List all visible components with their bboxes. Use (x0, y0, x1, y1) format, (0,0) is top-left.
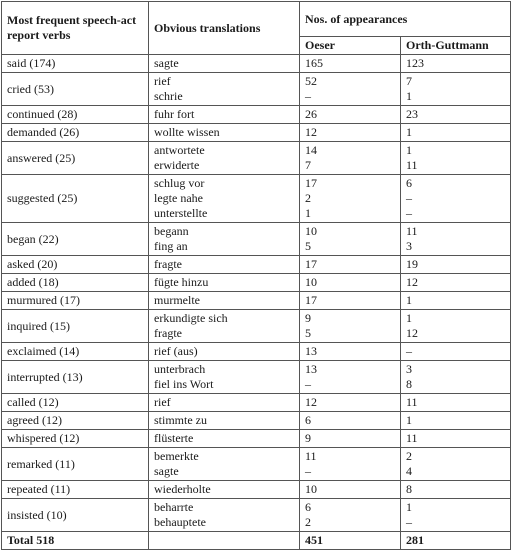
table-row (2, 124, 511, 142)
verb-cell: called (12) (2, 394, 149, 412)
oeser-cell (300, 292, 401, 310)
orth-cell (401, 175, 511, 223)
orth-cell (401, 256, 511, 274)
verb-cell: asked (20) (2, 256, 149, 274)
orth-count: 1 (406, 125, 412, 139)
header-row (2, 2, 511, 37)
oeser-cell (300, 430, 401, 448)
translation-line: antwortete (154, 143, 205, 157)
total-oeser: 451 (300, 532, 401, 550)
oeser-count: 13 (305, 362, 317, 376)
translation-cell (149, 175, 300, 223)
translation-cell (149, 361, 300, 394)
orth-cell (401, 394, 511, 412)
oeser-cell (300, 55, 401, 73)
oeser-cell (300, 124, 401, 142)
orth-cell (401, 481, 511, 499)
orth-header: Orth-Guttmann (401, 37, 511, 55)
table-row (2, 256, 511, 274)
table-row (2, 412, 511, 430)
translation-cell (149, 343, 300, 361)
verb-cell: inquired (15) (2, 310, 149, 343)
translation-cell (149, 412, 300, 430)
translation-cell (149, 124, 300, 142)
translation-cell (149, 73, 300, 106)
translation-line: fuhr fort (154, 107, 195, 121)
translation-line: unterbrach (154, 362, 206, 376)
oeser-cell (300, 175, 401, 223)
orth-cell (401, 124, 511, 142)
verb-cell: repeated (11) (2, 481, 149, 499)
oeser-count: 7 (305, 158, 311, 172)
table-row (2, 499, 511, 532)
translation-line: rief (aus) (154, 344, 198, 358)
translation-line: wiederholte (154, 482, 211, 496)
orth-count: 11 (406, 431, 418, 445)
orth-count: 1 (406, 293, 412, 307)
orth-count: 123 (406, 56, 424, 70)
orth-count: 23 (406, 107, 418, 121)
orth-count: – (406, 515, 412, 529)
oeser-cell (300, 412, 401, 430)
oeser-count: 2 (305, 515, 311, 529)
translation-line: stimmte zu (154, 413, 207, 427)
orth-cell (401, 73, 511, 106)
oeser-count: 5 (305, 239, 311, 253)
translation-line: rief (154, 74, 171, 88)
translation-line: erwiderte (154, 158, 200, 172)
orth-count: 7 (406, 74, 412, 88)
oeser-count: 9 (305, 431, 311, 445)
verb-cell: cried (53) (2, 73, 149, 106)
orth-count: 11 (406, 224, 418, 238)
translation-line: flüsterte (154, 431, 194, 445)
translation-line: fragte (154, 326, 182, 340)
oeser-count: 26 (305, 107, 317, 121)
translation-line: erkundigte sich (154, 311, 228, 325)
orth-cell (401, 361, 511, 394)
translation-line: fing an (154, 239, 188, 253)
oeser-cell (300, 394, 401, 412)
verb-cell: added (18) (2, 274, 149, 292)
oeser-cell (300, 343, 401, 361)
table-row (2, 142, 511, 175)
translation-cell (149, 223, 300, 256)
oeser-cell (300, 310, 401, 343)
orth-count: 1 (406, 413, 412, 427)
verbs-header: Most frequent speech-act report verbs (2, 2, 149, 55)
verb-cell: began (22) (2, 223, 149, 256)
orth-count: 11 (406, 158, 418, 172)
oeser-count: 52 (305, 74, 317, 88)
table-row (2, 394, 511, 412)
orth-count: 1 (406, 89, 412, 103)
oeser-count: 13 (305, 344, 317, 358)
translation-cell (149, 481, 300, 499)
verb-cell: suggested (25) (2, 175, 149, 223)
oeser-count: 17 (305, 176, 317, 190)
oeser-count: 165 (305, 56, 323, 70)
translation-cell (149, 310, 300, 343)
orth-cell (401, 310, 511, 343)
verb-cell: remarked (11) (2, 448, 149, 481)
translation-cell (149, 499, 300, 532)
speech-verb-table (1, 1, 511, 550)
translation-cell (149, 55, 300, 73)
orth-cell (401, 430, 511, 448)
oeser-count: 5 (305, 326, 311, 340)
table-row (2, 292, 511, 310)
total-translation (149, 532, 300, 550)
oeser-count: 9 (305, 311, 311, 325)
orth-cell (401, 448, 511, 481)
oeser-count: 10 (305, 482, 317, 496)
table-row (2, 481, 511, 499)
table-row (2, 223, 511, 256)
oeser-count: 11 (305, 449, 317, 463)
table-row (2, 55, 511, 73)
translation-cell (149, 448, 300, 481)
oeser-cell (300, 142, 401, 175)
orth-cell (401, 55, 511, 73)
translation-line: murmelte (154, 293, 200, 307)
orth-count: 19 (406, 257, 418, 271)
translation-line: sagte (154, 464, 179, 478)
orth-count: 2 (406, 449, 412, 463)
oeser-count: 2 (305, 191, 311, 205)
orth-cell (401, 412, 511, 430)
table-row (2, 106, 511, 124)
oeser-count: 14 (305, 143, 317, 157)
verb-cell: demanded (26) (2, 124, 149, 142)
orth-cell (401, 499, 511, 532)
orth-count: – (406, 191, 412, 205)
verb-cell: whispered (12) (2, 430, 149, 448)
oeser-cell (300, 448, 401, 481)
verb-cell: exclaimed (14) (2, 343, 149, 361)
orth-cell (401, 343, 511, 361)
orth-count: 1 (406, 311, 412, 325)
orth-count: 3 (406, 239, 412, 253)
orth-count: 3 (406, 362, 412, 376)
verb-cell: murmured (17) (2, 292, 149, 310)
oeser-cell (300, 361, 401, 394)
translation-line: fragte (154, 257, 182, 271)
translation-line: sagte (154, 56, 179, 70)
orth-count: 11 (406, 395, 418, 409)
orth-count: 8 (406, 482, 412, 496)
translations-header: Obvious translations (149, 2, 300, 55)
orth-count: 8 (406, 377, 412, 391)
table-row (2, 361, 511, 394)
translation-line: fiel ins Wort (154, 377, 214, 391)
orth-cell (401, 274, 511, 292)
verb-cell: agreed (12) (2, 412, 149, 430)
total-row (2, 532, 511, 550)
oeser-cell (300, 274, 401, 292)
orth-count: 12 (406, 275, 418, 289)
translation-line: unterstellte (154, 206, 208, 220)
table-row (2, 430, 511, 448)
oeser-count: 1 (305, 206, 311, 220)
table-row (2, 274, 511, 292)
translation-line: fügte hinzu (154, 275, 209, 289)
table-row (2, 310, 511, 343)
orth-count: – (406, 206, 412, 220)
translation-line: wollte wissen (154, 125, 220, 139)
appearances-header: Nos. of appearances (300, 2, 511, 37)
orth-count: 12 (406, 326, 418, 340)
translation-line: rief (154, 395, 171, 409)
translation-line: beharrte (154, 500, 194, 514)
orth-cell (401, 292, 511, 310)
orth-count: 6 (406, 176, 412, 190)
oeser-count: 6 (305, 500, 311, 514)
table-row (2, 343, 511, 361)
oeser-cell (300, 223, 401, 256)
total-label: Total 518 (2, 532, 149, 550)
translation-line: legte nahe (154, 191, 203, 205)
total-orth: 281 (401, 532, 511, 550)
orth-cell (401, 106, 511, 124)
verb-cell: said (174) (2, 55, 149, 73)
orth-cell (401, 223, 511, 256)
translation-cell (149, 430, 300, 448)
orth-cell (401, 142, 511, 175)
oeser-count: 17 (305, 293, 317, 307)
oeser-count: – (305, 377, 311, 391)
translation-line: behauptete (154, 515, 206, 529)
orth-count: – (406, 344, 412, 358)
oeser-count: 10 (305, 224, 317, 238)
orth-count: 1 (406, 500, 412, 514)
oeser-cell (300, 499, 401, 532)
oeser-count: 6 (305, 413, 311, 427)
table-row (2, 73, 511, 106)
oeser-count: 10 (305, 275, 317, 289)
translation-cell (149, 274, 300, 292)
orth-count: 4 (406, 464, 412, 478)
oeser-count: – (305, 89, 311, 103)
translation-line: schlug vor (154, 176, 205, 190)
oeser-cell (300, 481, 401, 499)
translation-line: bemerkte (154, 449, 199, 463)
oeser-cell (300, 106, 401, 124)
oeser-count: 12 (305, 125, 317, 139)
table-body (2, 55, 511, 532)
table-row (2, 175, 511, 223)
oeser-cell (300, 73, 401, 106)
translation-line: schrie (154, 89, 183, 103)
verb-cell: continued (28) (2, 106, 149, 124)
verb-cell: insisted (10) (2, 499, 149, 532)
oeser-count: – (305, 464, 311, 478)
translation-cell (149, 394, 300, 412)
verb-cell: answered (25) (2, 142, 149, 175)
verb-cell: interrupted (13) (2, 361, 149, 394)
orth-count: 1 (406, 143, 412, 157)
translation-cell (149, 106, 300, 124)
translation-line: begann (154, 224, 189, 238)
translation-cell (149, 142, 300, 175)
translation-cell (149, 292, 300, 310)
oeser-count: 17 (305, 257, 317, 271)
oeser-count: 12 (305, 395, 317, 409)
oeser-header: Oeser (300, 37, 401, 55)
table-row (2, 448, 511, 481)
oeser-cell (300, 256, 401, 274)
translation-cell (149, 256, 300, 274)
